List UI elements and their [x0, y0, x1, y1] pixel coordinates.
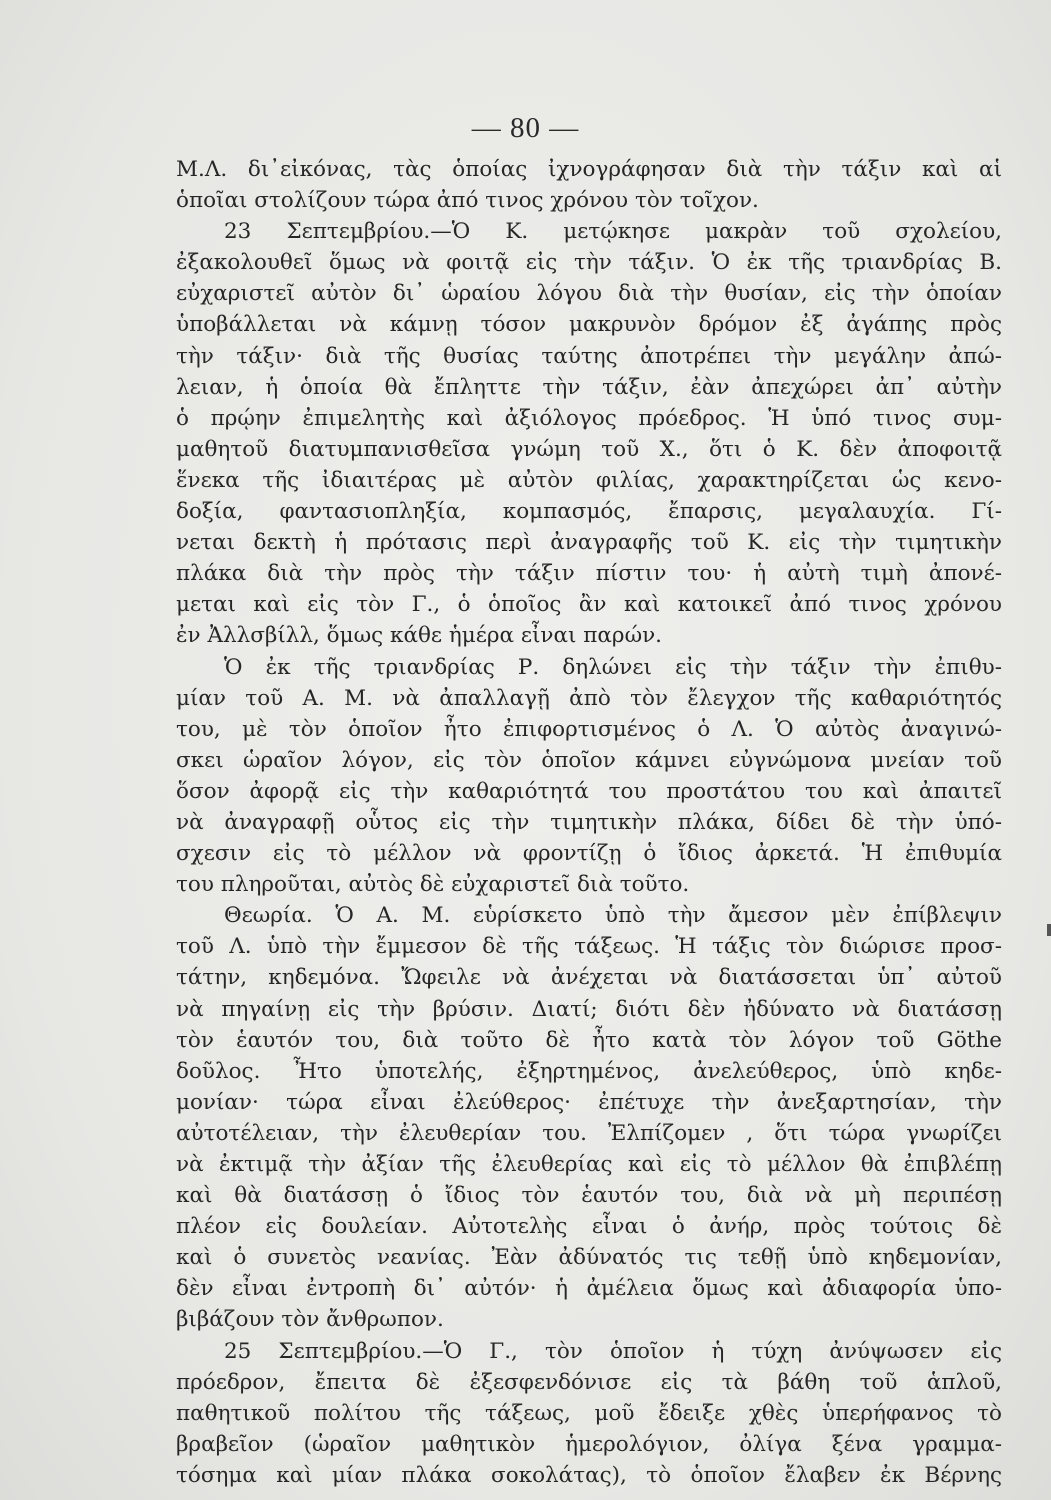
- text-line: 23 Σεπτεμβρίου.—Ὁ Κ. μετῴκησε μακρὰν τοῦ σχολείου,: [224, 219, 1002, 245]
- text-line: βιβάζουν τὸν ἄνθρωπον.: [176, 1307, 444, 1333]
- text-line: καὶ ὁ συνετὸς νεανίας. Ἐὰν ἀδύνατός τις τεθῇ ὑπὸ κηδεμονίαν,: [176, 1245, 1002, 1271]
- text-line: μονίαν· τώρα εἶναι ἐλεύθερος· ἐπέτυχε τὴν ἀνεξαρτησίαν, τὴν: [176, 1089, 1002, 1115]
- text-line: λειαν, ἡ ὁποία θὰ ἔπληττε τὴν τάξιν, ἐὰν ἀπεχώρει ἀπ᾽ αὐτὴν: [176, 374, 1002, 400]
- text-line: πλάκα διὰ τὴν πρὸς τὴν τάξιν πίστιν του· ἡ αὐτὴ τιμὴ ἀπονέ-: [176, 561, 1002, 587]
- text-line: σχεσιν εἰς τὸ μέλλον νὰ φροντίζῃ ὁ ἴδιος ἀρκετά. Ἡ ἐπιθυμία: [176, 841, 1002, 867]
- text-line: τὸν ἑαυτόν του, διὰ τοῦτο δὲ ἦτο κατὰ τὸν λόγον τοῦ Göthe: [176, 1027, 1002, 1053]
- text-line: νεται δεκτὴ ἡ πρότασις περὶ ἀναγραφῆς τοῦ Κ. εἰς τὴν τιμητικὴν: [176, 530, 1002, 556]
- text-line: δοῦλος. Ἦτο ὑποτελής, ἐξηρτημένος, ἀνελεύθερος, ὑπὸ κηδε-: [176, 1058, 1002, 1084]
- text-line: παθητικοῦ πολίτου τῆς τάξεως, μοῦ ἔδειξε χθὲς ὑπερήφανος τὸ: [176, 1400, 1002, 1426]
- text-line: ὁποῖαι στολίζουν τώρα ἀπό τινος χρόνου τὸν τοῖχον.: [176, 188, 759, 214]
- text-line: πλέον εἰς δουλείαν. Αὐτοτελὴς εἶναι ὁ ἀνήρ, πρὸς τούτοις δὲ: [176, 1214, 1002, 1240]
- text-line: εὐχαριστεῖ αὐτὸν δι᾽ ὡραίου λόγου διὰ τὴν θυσίαν, εἰς τὴν ὁποίαν: [176, 281, 1002, 307]
- text-line: βραβεῖον (ὡραῖον μαθητικὸν ἡμερολόγιον, ὀλίγα ξένα γραμμα-: [176, 1431, 1002, 1457]
- text-line: μίαν τοῦ Α. Μ. νὰ ἀπαλλαγῇ ἀπὸ τὸν ἔλεγχον τῆς καθαριότητός: [176, 685, 1002, 711]
- text-line: τοῦ Λ. ὑπὸ τὴν ἔμμεσον δὲ τῆς τάξεως. Ἡ τάξις τὸν διώρισε προσ-: [176, 934, 1002, 960]
- text-line: μεται καὶ εἰς τὸν Γ., ὁ ὁποῖος ἂν καὶ κατοικεῖ ἀπό τινος χρόνου: [176, 592, 1002, 618]
- text-line: Μ.Λ. δι᾽εἰκόνας, τὰς ὁποίας ἰχνογράφησαν διὰ τὴν τάξιν καὶ αἱ: [176, 157, 1002, 182]
- text-line: μαθητοῦ διατυμπανισθεῖσα γνώμη τοῦ Χ., ὅτι ὁ Κ. δὲν ἀποφοιτᾷ: [176, 436, 1002, 462]
- text-line: τάτην, κηδεμόνα. Ὤφειλε νὰ ἀνέχεται νὰ διατάσσεται ὑπ᾽ αὐτοῦ: [176, 965, 1002, 991]
- text-line: νὰ ἀναγραφῇ οὗτος εἰς τὴν τιμητικὴν πλάκα, δίδει δὲ τὴν ὑπό-: [176, 809, 1002, 835]
- text-line: ἐν Ἀλλσβίλλ, ὅμως κάθε ἡμέρα εἶναι παρών.: [176, 623, 663, 649]
- page-number: — 80 —: [471, 112, 580, 144]
- text-line: δὲν εἶναι ἐντροπὴ δι᾽ αὐτόν· ἡ ἀμέλεια ὅμως καὶ ἀδιαφορία ὑπο-: [176, 1276, 1002, 1302]
- text-line: Ὁ ἐκ τῆς τριανδρίας Ρ. δηλώνει εἰς τὴν τάξιν τὴν ἐπιθυ-: [224, 654, 1002, 680]
- body-text: [176, 154, 1002, 1491]
- text-line: ἕνεκα τῆς ἰδιαιτέρας μὲ αὐτὸν φιλίας, χαρακτηρίζεται ὡς κενο-: [176, 467, 1002, 493]
- text-line: ὅσον ἀφορᾷ εἰς τὴν καθαριότητά του προστάτου του καὶ ἀπαιτεῖ: [176, 778, 1002, 804]
- text-line: αὐτοτέλειαν, τὴν ἐλευθερίαν του. Ἐλπίζομεν , ὅτι τώρα γνωρίζει: [176, 1120, 1002, 1146]
- text-line: ἐξακολουθεῖ ὅμως νὰ φοιτᾷ εἰς τὴν τάξιν. Ὁ ἐκ τῆς τριανδρίας Β.: [176, 250, 1002, 276]
- text-line: ὁ πρῴην ἐπιμελητὴς καὶ ἀξιόλογος πρόεδρος. Ἡ ὑπό τινος συμ-: [176, 405, 1002, 431]
- text-line: 25 Σεπτεμβρίου.—Ὁ Γ., τὸν ὁποῖον ἡ τύχη ἀνύψωσεν εἰς: [224, 1338, 1002, 1364]
- text-line: καὶ θὰ διατάσσῃ ὁ ἴδιος τὸν ἑαυτόν του, διὰ νὰ μὴ περιπέσῃ: [176, 1183, 1002, 1209]
- text-line: Θεωρία. Ὁ Α. Μ. εὑρίσκετο ὑπὸ τὴν ἄμεσον μὲν ἐπίβλεψιν: [224, 903, 1002, 929]
- page-edge-mark: [1047, 924, 1051, 936]
- text-line: νὰ ἐκτιμᾷ τὴν ἀξίαν τῆς ἐλευθερίας καὶ εἰς τὸ μέλλον θὰ ἐπιβλέπῃ: [176, 1152, 1002, 1177]
- text-line: νὰ πηγαίνῃ εἰς τὴν βρύσιν. Διατί; διότι δὲν ἠδύνατο νὰ διατάσσῃ: [176, 996, 1002, 1022]
- text-line: τὴν τάξιν· διὰ τῆς θυσίας ταύτης ἀποτρέπει τὴν μεγάλην ἀπώ-: [176, 343, 1002, 369]
- text-line: σκει ὡραῖον λόγον, εἰς τὸν ὁποῖον κάμνει εὐγνώμονα μνείαν τοῦ: [176, 747, 1002, 773]
- text-line: πρόεδρον, ἔπειτα δὲ ἐξεσφενδόνισε εἰς τὰ βάθη τοῦ ἁπλοῦ,: [176, 1369, 1002, 1395]
- text-line: ὑποβάλλεται νὰ κάμνῃ τόσον μακρυνὸν δρόμον ἐξ ἀγάπης πρὸς: [176, 312, 1002, 338]
- text-line: δοξία, φαντασιοπληξία, κομπασμός, ἔπαρσις, μεγαλαυχία. Γί-: [176, 499, 1002, 525]
- text-line: τόσημα καὶ μίαν πλάκα σοκολάτας), τὸ ὁποῖον ἔλαβεν ἐκ Βέρνης: [176, 1462, 1002, 1488]
- text-line: του πληροῦται, αὐτὸς δὲ εὐχαριστεῖ διὰ τοῦτο.: [176, 872, 690, 898]
- text-line: του, μὲ τὸν ὁποῖον ἦτο ἐπιφορτισμένος ὁ Λ. Ὁ αὐτὸς ἀναγινώ-: [176, 716, 1002, 742]
